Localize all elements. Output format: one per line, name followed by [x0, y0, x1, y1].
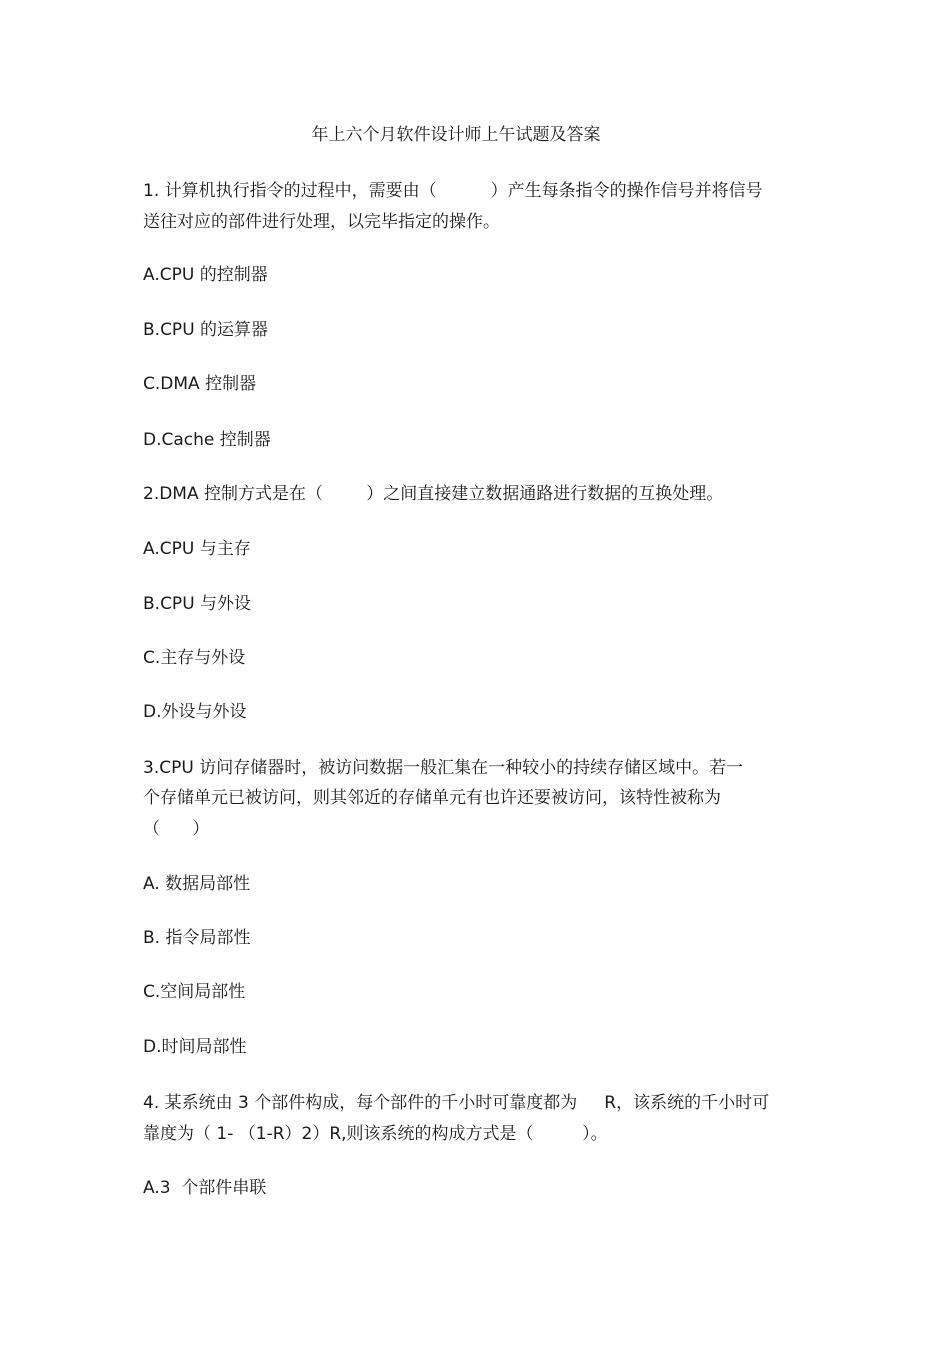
question-3-option-c: C.空间局部性	[143, 982, 246, 1002]
question-2-stem-line-1: 2.DMA 控制方式是在（ ）之间直接建立数据通路进行数据的互换处理。	[143, 484, 724, 504]
question-3-option-d: D.时间局部性	[143, 1037, 247, 1057]
question-1-stem-line-1: 1. 计算机执行指令的过程中，需要由（ ）产生每条指令的操作信号并将信号	[143, 181, 763, 201]
question-2-option-b: B.CPU 与外设	[143, 594, 252, 614]
question-1-stem-line-2: 送往对应的部件进行处理，以完毕指定的操作。	[143, 212, 500, 232]
question-4-stem-line-2: 靠度为（ 1- （1-R）2）R,则该系统的构成方式是（ ）。	[143, 1124, 608, 1144]
question-3-stem-line-3: （ ）	[143, 819, 210, 839]
question-2-option-d: D.外设与外设	[143, 702, 247, 722]
question-2-option-a: A.CPU 与主存	[143, 539, 251, 559]
question-3-stem-line-1: 3.CPU 访问存储器时，被访问数据一般汇集在一种较小的持续存储区域中。若一	[143, 758, 744, 778]
question-3-stem-line-2: 个存储单元已被访问，则其邻近的存储单元有也许还要被访问，该特性被称为	[143, 788, 721, 808]
question-3-option-a: A. 数据局部性	[143, 874, 251, 894]
question-1-option-a: A.CPU 的控制器	[143, 265, 268, 285]
question-4-stem-line-1: 4. 某系统由 3 个部件构成，每个部件的千小时可靠度都为 R，该系统的千小时可	[143, 1093, 770, 1113]
question-3-option-b: B. 指令局部性	[143, 928, 251, 948]
question-4-option-a: A.3 个部件串联	[143, 1178, 267, 1198]
question-1-option-b: B.CPU 的运算器	[143, 320, 269, 340]
question-1-option-c: C.DMA 控制器	[143, 374, 257, 394]
document-title: 年上六个月软件设计师上午试题及答案	[311, 125, 601, 145]
question-2-option-c: C.主存与外设	[143, 648, 246, 668]
question-1-option-d: D.Cache 控制器	[143, 430, 271, 450]
